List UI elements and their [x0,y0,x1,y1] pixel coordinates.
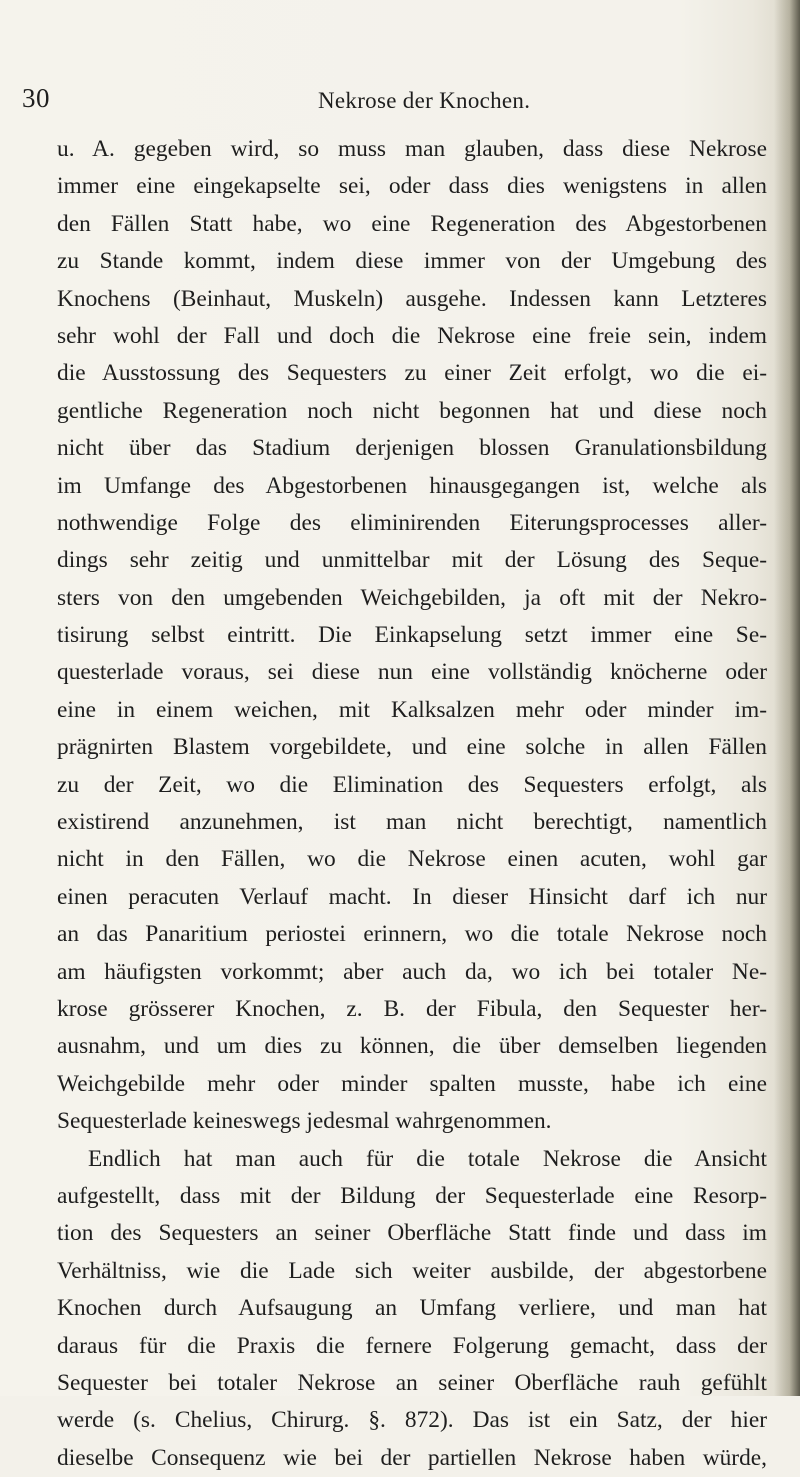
paragraph-end-line: Sequesterlade keineswegs jedesmal wahrgenommen. [57,1108,552,1135]
text-line: zu der Zeit, wo die Elimination des Sequesters erfolgt, als [57,771,767,798]
text-line: krose grösserer Knochen, z. B. der Fibula, den Sequester her- [57,995,767,1022]
text-line: dings sehr zeitig und unmittelbar mit der Lösung des Seque- [57,547,767,574]
text-line: werde (s. Chelius, Chirurg. §. 872). Das ist ein Satz, der hier [57,1407,767,1434]
text-line: tion des Sequesters an seiner Oberfläche Statt finde und dass im [57,1220,767,1247]
text-line: Knochen durch Aufsaugung an Umfang verliere, und man hat [57,1295,767,1322]
text-line: am häufigsten vorkommt; aber auch da, wo ich bei totaler Ne- [57,958,767,985]
text-line: zu Stande kommt, indem diese immer von der Umgebung des [57,248,767,275]
text-line: tisirung selbst eintritt. Die Einkapselung setzt immer eine Se- [57,622,767,649]
text-line: existirend anzunehmen, ist man nicht berechtigt, namentlich [57,809,767,836]
running-head: Nekrose der Knochen. [318,88,531,113]
text-line: Sequester bei totaler Nekrose an seiner Oberfläche rauh gefühlt [57,1369,767,1396]
text-line: Weichgebilde mehr oder minder spalten musste, habe ich eine [57,1070,767,1097]
text-line: nothwendige Folge des eliminirenden Eiterungsprocesses aller- [57,509,767,536]
text-line: questerlade voraus, sei diese nun eine vollständig knöcherne oder [57,659,767,686]
page-number: 30 [22,83,50,113]
text-line: im Umfange des Abgestorbenen hinausgegangen ist, welche als [57,472,767,499]
text-line: an das Panaritium periostei erinnern, wo die totale Nekrose noch [57,921,767,948]
text-line: ausnahm, und um dies zu können, die über demselben liegenden [57,1033,767,1060]
text-line: Knochens (Beinhaut, Muskeln) ausgehe. Indessen kann Letzteres [57,285,767,312]
paragraph-start-line: Endlich hat man auch für die totale Nekrose die Ansicht [88,1145,767,1172]
body-text [57,131,767,1477]
text-line: sehr wohl der Fall und doch die Nekrose eine freie sein, indem [57,322,767,349]
text-line: einen peracuten Verlauf macht. In dieser Hinsicht darf ich nur [57,883,767,910]
text-line: den Fällen Statt habe, wo eine Regeneration des Abgestorbenen [57,210,767,237]
text-line: gentliche Regeneration noch nicht begonnen hat und diese noch [57,397,767,424]
text-line: nicht über das Stadium derjenigen blossen Granulationsbildung [57,435,767,462]
text-line: eine in einem weichen, mit Kalksalzen mehr oder minder im- [57,696,767,723]
text-line: daraus für die Praxis die fernere Folgerung gemacht, dass der [57,1332,767,1359]
text-line: immer eine eingekapselte sei, oder dass dies wenigstens in allen [57,173,767,200]
page-edge-shadow [774,0,800,1396]
text-line: nicht in den Fällen, wo die Nekrose einen acuten, wohl gar [57,846,767,873]
text-line: aufgestellt, dass mit der Bildung der Sequesterlade eine Resorp- [57,1182,767,1209]
text-line: dieselbe Consequenz wie bei der partiellen Nekrose haben würde, [57,1444,767,1471]
text-line: prägnirten Blastem vorgebildete, und eine solche in allen Fällen [57,734,767,761]
text-line: u. A. gegeben wird, so muss man glauben, dass diese Nekrose [57,136,767,162]
text-line: die Ausstossung des Sequesters zu einer Zeit erfolgt, wo die ei- [57,360,767,387]
text-line: sters von den umgebenden Weichgebilden, ja oft mit der Nekro- [57,584,767,611]
text-line: Verhältniss, wie die Lade sich weiter ausbilde, der abgestorbene [57,1257,767,1284]
